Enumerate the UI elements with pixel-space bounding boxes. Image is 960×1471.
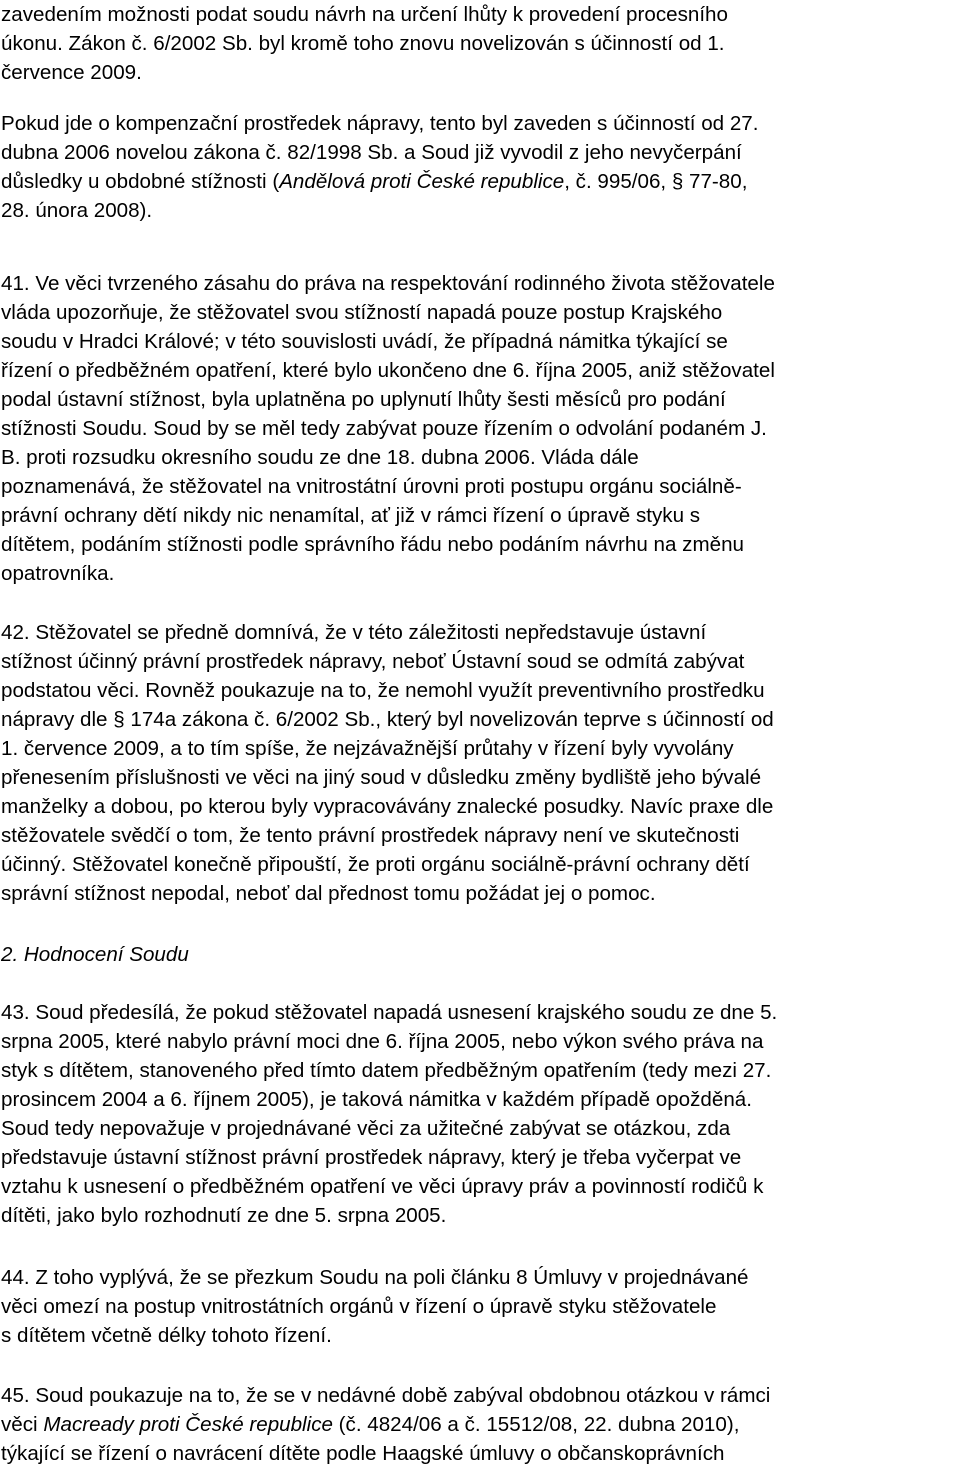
text-run: podstatou věci. Rovněž poukazuje na to, že nemohl využít preventivního prostředku [1, 679, 765, 702]
text-line [1, 138, 956, 167]
text-run: podal ústavní stížnost, byla uplatněna po uplynutí lhůty šesti měsíců pro podání [1, 388, 726, 411]
text-line [1, 763, 956, 792]
italic-text-run: Macready proti České republice [43, 1413, 333, 1436]
text-run: 44. Z toho vyplývá, že se přezkum Soudu na poli článku 8 Úmluvy v projednávané [1, 1266, 749, 1289]
text-run: účinný. Stěžovatel konečně připouští, že proti orgánu sociálně-právní ochrany dětí [1, 853, 750, 876]
text-line [1, 1085, 956, 1114]
text-run: manželky a dobou, po kterou byly vypracovávány znalecké posudky. Navíc praxe dle [1, 795, 774, 818]
text-line [1, 472, 956, 501]
text-line [1, 940, 956, 969]
text-run: , č. 995/06, § 77-80, [564, 170, 748, 193]
text-line [1, 705, 956, 734]
text-line [1, 1263, 956, 1292]
paragraph-kompenzacni-prostredek [1, 109, 956, 225]
text-run: soudu v Hradci Králové; v této souvislosti uvádí, že případná námitka týkající se [1, 330, 728, 353]
text-run: vláda upozorňuje, že stěžovatel svou stížností napadá pouze postup Krajského [1, 301, 723, 324]
paragraph-43 [1, 998, 956, 1230]
text-run: úkonu. Zákon č. 6/2002 Sb. byl kromě toho znovu novelizován s účinností od 1. [1, 32, 725, 55]
text-line [1, 1292, 956, 1321]
text-run: 41. Ve věci tvrzeného zásahu do práva na respektování rodinného života stěžovatele [1, 272, 775, 295]
text-line [1, 167, 956, 196]
text-line [1, 1027, 956, 1056]
text-line [1, 1201, 956, 1230]
text-line [1, 676, 956, 705]
text-run: dubna 2006 novelou zákona č. 82/1998 Sb. a Soud již vyvodil z jeho nevyčerpání [1, 141, 742, 164]
text-run: důsledky u obdobné stížnosti ( [1, 170, 280, 193]
text-line [1, 1143, 956, 1172]
text-line [1, 1381, 956, 1410]
text-run: srpna 2005, které nabylo právní moci dne 6. října 2005, nebo výkon svého práva na [1, 1030, 764, 1053]
text-run: 28. února 2008). [1, 199, 153, 222]
text-run: dítěti, jako bylo rozhodnutí ze dne 5. srpna 2005. [1, 1204, 447, 1227]
text-run: B. proti rozsudku okresního soudu ze dne 18. dubna 2006. Vláda dále [1, 446, 639, 469]
text-line [1, 1056, 956, 1085]
text-line [1, 356, 956, 385]
text-line [1, 414, 956, 443]
text-line [1, 879, 956, 908]
paragraph-41 [1, 269, 956, 588]
paragraph-42 [1, 618, 956, 908]
text-run: stížnost účinný právní prostředek nápravy, neboť Ústavní soud se odmítá zabývat [1, 650, 745, 673]
text-line [1, 1439, 956, 1468]
text-line [1, 1410, 956, 1439]
text-run: týkající se řízení o navrácení dítěte podle Haagské úmluvy o občanskoprávních [1, 1442, 725, 1465]
text-line [1, 792, 956, 821]
text-line [1, 443, 956, 472]
text-run: styk s dítětem, stanoveného před tímto datem předběžným opatřením (tedy mezi 27. [1, 1059, 772, 1082]
text-line [1, 734, 956, 763]
text-line [1, 559, 956, 588]
text-line [1, 196, 956, 225]
paragraph-45 [1, 1381, 956, 1468]
italic-text-run: Andělová proti České republice [279, 170, 565, 193]
text-line [1, 29, 956, 58]
text-line [1, 501, 956, 530]
text-run: července 2009. [1, 61, 142, 84]
text-run: stížnosti Soudu. Soud by se měl tedy zabývat pouze řízením o odvolání podaném J. [1, 417, 767, 440]
text-run: vztahu k usnesení o předběžném opatření ve věci úpravy práv a povinností rodičů k [1, 1175, 764, 1198]
text-run: opatrovníka. [1, 562, 115, 585]
text-run: stěžovatele svědčí o tom, že tento právní prostředek nápravy není ve skutečnosti [1, 824, 740, 847]
text-run: představuje ústavní stížnost právní prostředek nápravy, který je třeba vyčerpat ve [1, 1146, 742, 1169]
text-run: s dítětem včetně délky tohoto řízení. [1, 1324, 332, 1347]
continuation-paragraph [1, 0, 956, 87]
text-run: Pokud jde o kompenzační prostředek nápravy, tento byl zaveden s účinností od 27. [1, 112, 759, 135]
text-line [1, 1172, 956, 1201]
text-line [1, 998, 956, 1027]
text-run: právní ochrany dětí nikdy nic nenamítal, ať již v rámci řízení o úpravě styku s [1, 504, 701, 527]
text-run: Soud tedy nepovažuje v projednávané věci za užitečné zabývat se otázkou, zda [1, 1117, 731, 1140]
section-heading-hodnoceni-soudu [1, 940, 956, 969]
text-line [1, 647, 956, 676]
text-run: poznamenává, že stěžovatel na vnitrostátní úrovni proti postupu orgánu sociálně- [1, 475, 742, 498]
text-run: nápravy dle § 174a zákona č. 6/2002 Sb., který byl novelizován teprve s účinností od [1, 708, 774, 731]
text-run: zavedením možnosti podat soudu návrh na určení lhůty k provedení procesního [1, 3, 728, 26]
text-run: správní stížnost nepodal, neboť dal přednost tomu požádat jej o pomoc. [1, 882, 656, 905]
text-run: (č. 4824/06 a č. 15512/08, 22. dubna 2010), [332, 1413, 740, 1436]
text-line [1, 385, 956, 414]
italic-text-run: 2. Hodnocení Soudu [1, 943, 189, 966]
text-line [1, 1321, 956, 1350]
text-run: věci omezí na postup vnitrostátních orgánů v řízení o úpravě styku stěžovatele [1, 1295, 717, 1318]
text-line [1, 269, 956, 298]
paragraph-44 [1, 1263, 956, 1350]
text-run: přenesením příslušnosti ve věci na jiný soud v důsledku změny bydliště jeho bývalé [1, 766, 762, 789]
text-line [1, 327, 956, 356]
text-run: prosincem 2004 a 6. říjnem 2005), je taková námitka v každém případě opožděná. [1, 1088, 752, 1111]
text-line [1, 109, 956, 138]
text-run: 45. Soud poukazuje na to, že se v nedávné době zabýval obdobnou otázkou v rámci [1, 1384, 771, 1407]
text-line [1, 821, 956, 850]
text-run: 1. července 2009, a to tím spíše, že nejzávažnější průtahy v řízení byly vyvolány [1, 737, 734, 760]
text-run: řízení o předběžném opatření, které bylo ukončeno dne 6. října 2005, aniž stěžovatel [1, 359, 775, 382]
text-line [1, 850, 956, 879]
text-run: dítětem, podáním stížnosti podle správního řádu nebo podáním návrhu na změnu [1, 533, 744, 556]
text-run: věci [1, 1413, 44, 1436]
text-run: 42. Stěžovatel se předně domnívá, že v této záležitosti nepředstavuje ústavní [1, 621, 707, 644]
text-line [1, 1114, 956, 1143]
text-line [1, 58, 956, 87]
text-line [1, 530, 956, 559]
text-line [1, 618, 956, 647]
text-line [1, 298, 956, 327]
text-line [1, 0, 956, 29]
text-run: 43. Soud předesílá, že pokud stěžovatel napadá usnesení krajského soudu ze dne 5. [1, 1001, 778, 1024]
